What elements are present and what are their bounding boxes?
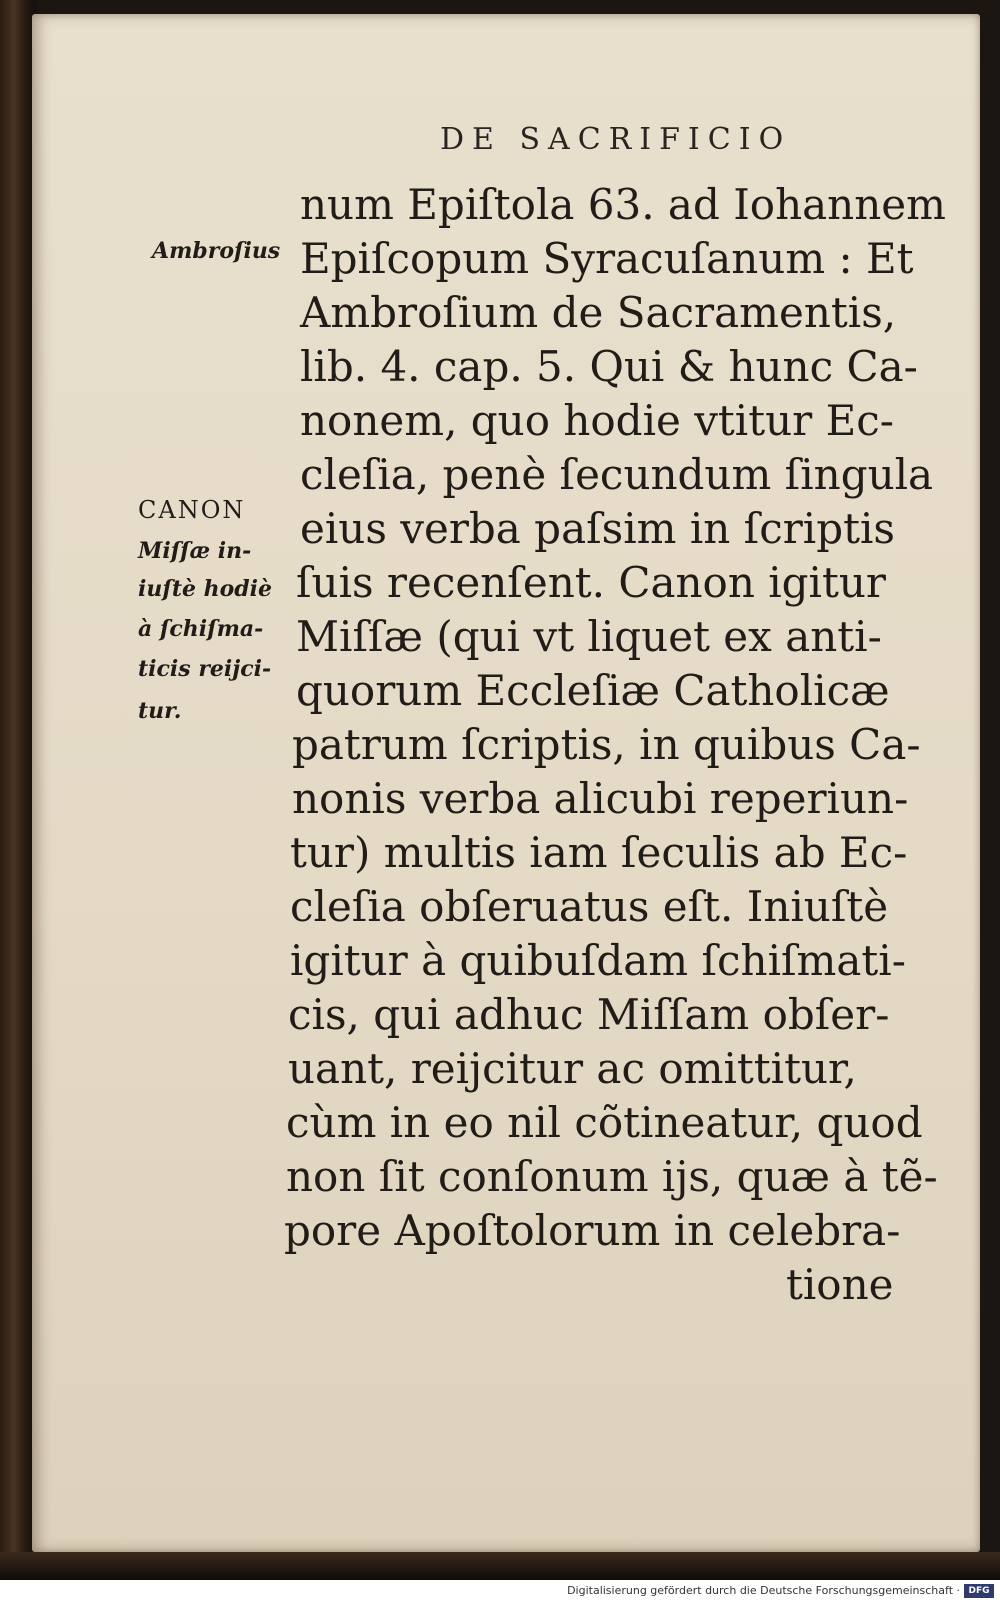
text-line: num Epiſtola 63. ad Iohannem: [300, 180, 946, 229]
marginal-line: à ſchiſma-: [138, 616, 264, 642]
page-bottom-edge: [0, 1552, 1000, 1580]
dfg-logo-icon: DFG: [964, 1584, 994, 1598]
text-line: nonem, quo hodie vtitur Ec-: [300, 396, 894, 445]
text-line: pore Apoſtolorum in celebra-: [284, 1206, 901, 1255]
marginal-line: Miſſæ in-: [138, 538, 252, 564]
marginal-line: ticis reijci-: [138, 656, 272, 682]
text-line: uant, reijcitur ac omittitur,: [288, 1044, 857, 1093]
text-line: Ambroſium de Sacramentis,: [300, 288, 897, 337]
text-line: Miſſæ (qui vt liquet ex anti-: [296, 612, 882, 661]
text-line: quorum Eccleſiæ Catholicæ: [296, 666, 890, 715]
footer-bar: [0, 1580, 1000, 1603]
text-line: Epiſcopum Syracuſanum : Et: [300, 234, 914, 283]
text-line: non ſit conſonum ijs, quæ à tẽ-: [286, 1152, 938, 1201]
text-line: patrum ſcriptis, in quibus Ca-: [292, 720, 921, 769]
text-line: eius verba paſsim in ſcriptis: [300, 504, 895, 553]
running-head: DE SACRIFICIO: [440, 122, 792, 157]
footer-credit: Digitalisierung gefördert durch die Deutsche Forschungsgemeinschaft ·: [567, 1584, 960, 1597]
text-line: cleſia obſeruatus eſt. Iniuſtè: [290, 882, 889, 931]
marginal-line: tur.: [138, 698, 182, 724]
marginal-line: CANON: [138, 496, 246, 524]
text-line: lib. 4. cap. 5. Qui & hunc Ca-: [300, 342, 918, 391]
text-line: ſuis recenſent. Canon igitur: [296, 558, 886, 607]
text-line: cùm in eo nil cõtineatur, quod: [286, 1098, 923, 1147]
marginal-line: iuſtè hodiè: [138, 576, 273, 602]
text-line: igitur à quibuſdam ſchiſmati-: [290, 936, 906, 985]
text-line: cleſia, penè ſecundum ſingula: [300, 450, 934, 499]
text-line: nonis verba alicubi reperiun-: [292, 774, 909, 823]
text-line: cis, qui adhuc Miſſam obſer-: [288, 990, 890, 1039]
text-line: tur) multis iam ſeculis ab Ec-: [290, 828, 908, 877]
catchword: tione: [786, 1260, 894, 1309]
marginal-note-ambrosius: Ambroſius: [152, 238, 281, 264]
